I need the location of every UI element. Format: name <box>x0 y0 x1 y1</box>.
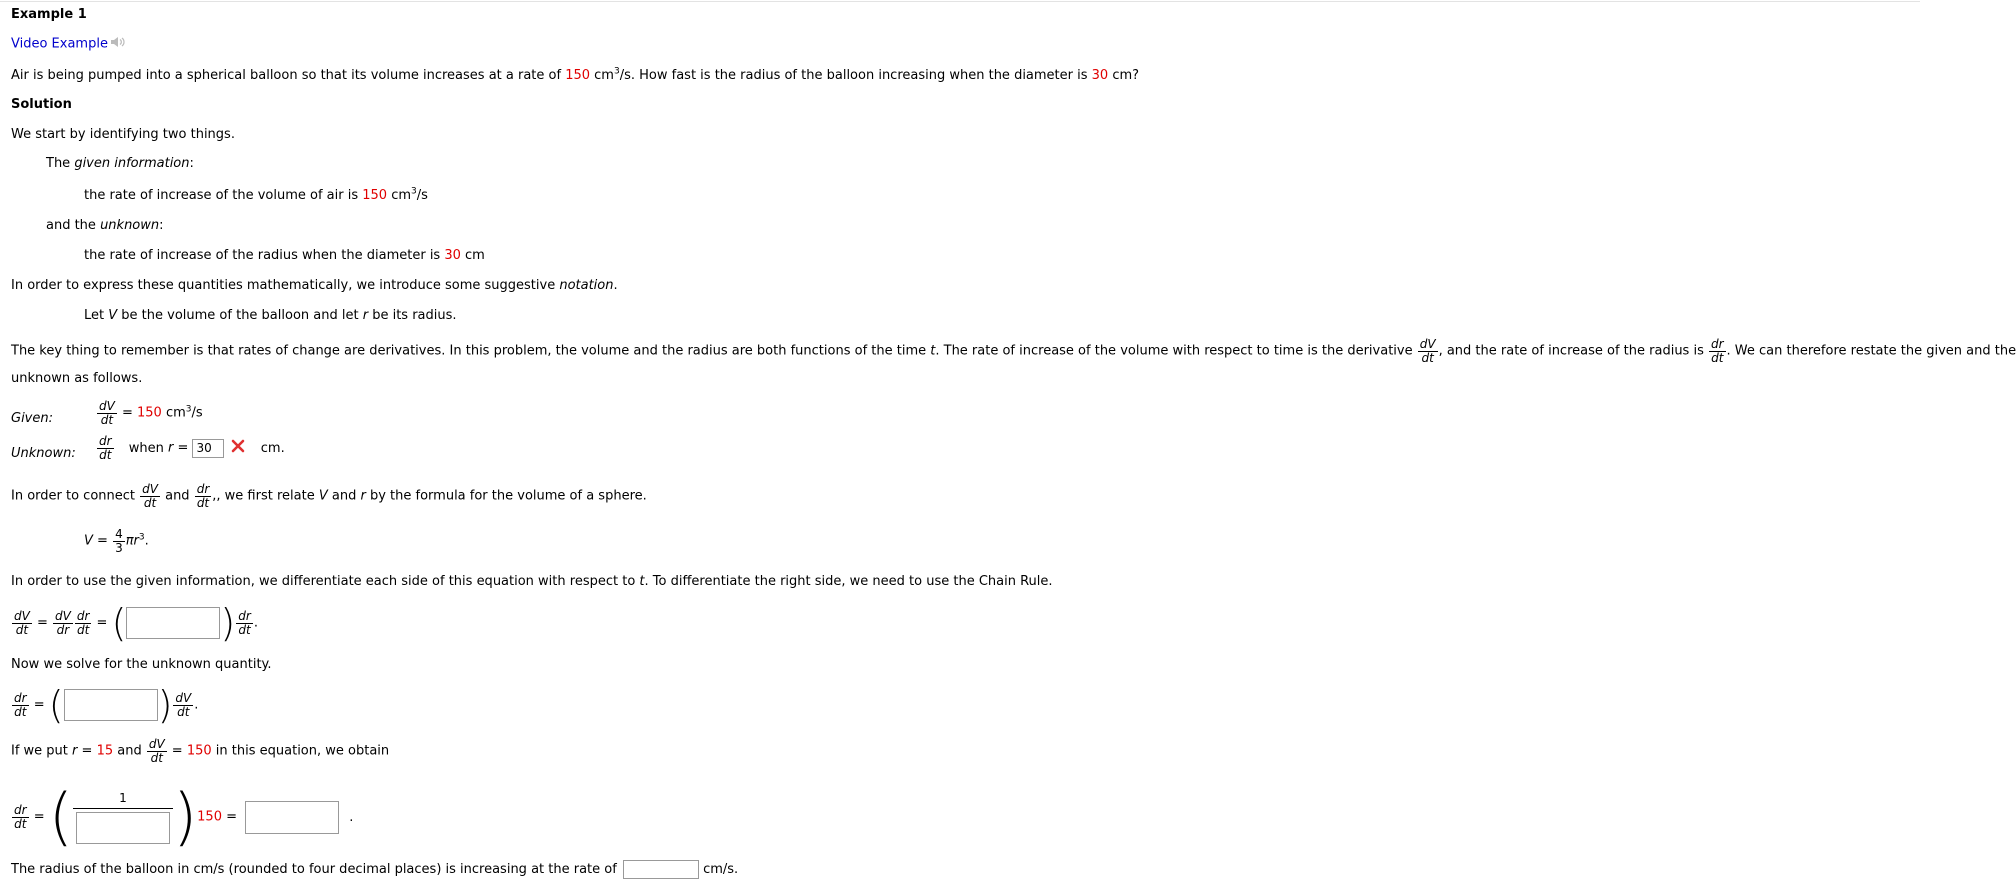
video-example-label[interactable]: Video Example <box>11 36 108 52</box>
unknown-row-equation: $\frac{dr}{dt}$ when r = 30 cm. <box>99 434 285 462</box>
diameter-value: 30 <box>1091 68 1109 83</box>
example-title: Example 1 <box>11 7 87 22</box>
connect-text: In order to connect $\frac{dV}{dt}$ and $\frac{dr}{dt}$ ,, we first relate V and r by the formula for the volume of a sphere. <box>11 482 647 510</box>
x-mark-icon <box>231 439 245 457</box>
final-result-input[interactable] <box>245 801 339 834</box>
solution-heading: Solution <box>11 97 72 112</box>
volume-formula: V = $\frac{4}{3}$ $\pi r^3$. <box>84 527 149 555</box>
conclusion-text: The radius of the balloon in cm/s (rounded to four decimal places) is increasing at the rate of cm/s. <box>11 862 739 877</box>
given-text: the rate of increase of the volume of air is 150 $cm^3/s$ <box>84 186 428 203</box>
given-row-equation: $\frac{dV}{dt}$ = 150 $cm^3/s$ <box>99 399 203 427</box>
video-example-link[interactable] <box>11 35 126 53</box>
top-divider <box>0 1 1920 2</box>
diameter-input[interactable]: 30 <box>192 439 224 458</box>
given-label: The given information: <box>46 156 194 171</box>
final-equation: $\frac{dr}{dt}$ = ( 1 )150 = . <box>14 780 354 853</box>
express-text: In order to express these quantities mathematically, we introduce some suggestive notation. <box>11 278 618 293</box>
rate-answer-input[interactable] <box>623 860 699 879</box>
solve-input[interactable] <box>64 689 158 721</box>
dr-dt-fraction: $\frac{dr}{dt}$ <box>1710 337 1724 365</box>
chain-rule-equation: $\frac{dV}{dt}$ = $\frac{dV}{dr}$ $\frac{dr}{dt}$ = ( ) $\frac{dr}{dt}$ . <box>14 601 258 645</box>
let-text: Let V be the volume of the balloon and let r be its radius. <box>84 308 457 323</box>
rate-value: 150 <box>565 68 591 83</box>
solve-text: Now we solve for the unknown quantity. <box>11 657 272 672</box>
final-denominator-input[interactable] <box>76 812 170 844</box>
substitution-text: If we put r = 15 and $\frac{dV}{dt}$ = 150 in this equation, we obtain <box>11 737 390 765</box>
differentiate-text: In order to use the given information, we differentiate each side of this equation with respect to t. To differentiate the right side, we need to use the Chain Rule. <box>11 574 1053 589</box>
unknown-label: and the unknown: <box>46 218 164 233</box>
key-paragraph-line1: The key thing to remember is that rates of change are derivatives. In this problem, the volume and the radius are both functions of the time t. The rate of increase of the volume with respect to time is the derivative $\frac{dV}{dt}$ , and the rate of increase of the radius is $\frac{dr}{dt}$ . We can therefore restate the given and the <box>11 337 2016 365</box>
unknown-text: the rate of increase of the radius when the diameter is 30 cm <box>84 248 485 263</box>
dV-dt-fraction: $\frac{dV}{dt}$ <box>1419 337 1436 365</box>
solve-equation: $\frac{dr}{dt}$ = ( ) $\frac{dV}{dt}$ . <box>14 683 199 727</box>
speaker-icon[interactable] <box>110 35 126 53</box>
given-row-label: Given: <box>11 411 53 426</box>
problem-statement: Air is being pumped into a spherical balloon so that its volume increases at a rate of 150 $cm^3/s$. How fast is the radius of the balloon increasing when the diameter is 30 cm? <box>11 66 1140 83</box>
unknown-row-label: Unknown: <box>11 446 76 461</box>
chain-rule-input[interactable] <box>126 607 220 639</box>
solution-intro: We start by identifying two things. <box>11 127 235 142</box>
key-paragraph-line2: unknown as follows. <box>11 371 143 386</box>
